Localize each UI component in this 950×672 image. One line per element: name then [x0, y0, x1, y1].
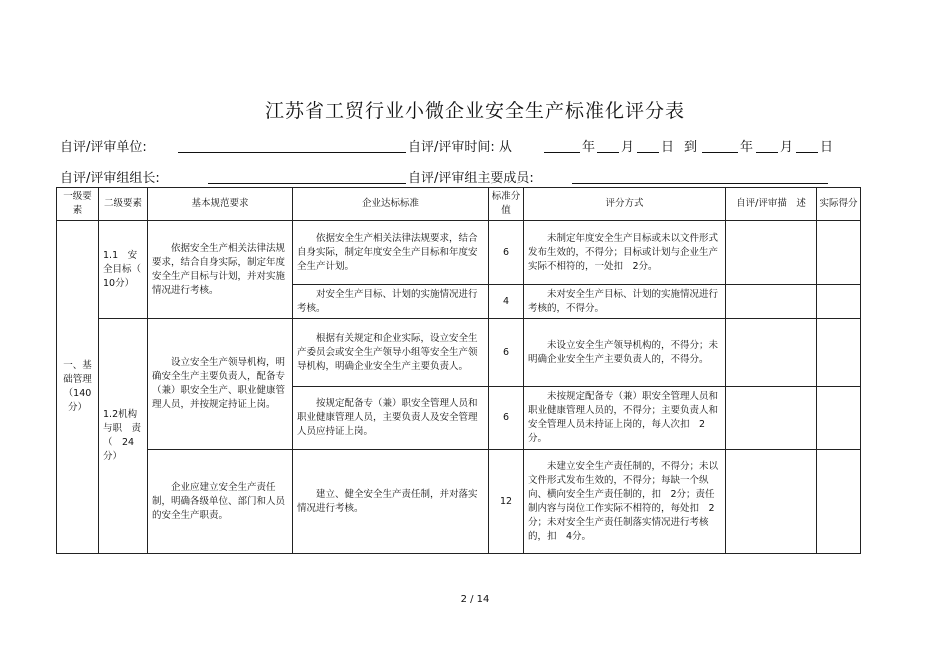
- standard-cell: 建立、健全安全生产责任制，并对落实情况进行考核。: [293, 450, 489, 554]
- score-cell: 6: [489, 387, 524, 450]
- standard-cell: 按规定配备专（兼）职安全管理人员和职业健康管理人员，主要负责人及安全管理人员应持证上岗。: [293, 387, 489, 450]
- score-cell: 12: [489, 450, 524, 554]
- basic-requirement-cell: 依据安全生产相关法律法规要求，结合自身实际，制定年度安全生产目标与计划，并对实施情况进行考核。: [148, 221, 293, 319]
- table-row: [57, 221, 861, 285]
- day1-label: 日: [661, 140, 675, 155]
- table-row: [57, 319, 861, 387]
- leader-label: 自评/评审组组长:: [60, 171, 160, 186]
- col-header-method: 评分方式: [524, 188, 726, 221]
- method-cell: 未对安全生产目标、计划的实施情况进行考核的，不得分。: [524, 285, 726, 319]
- month1-label: 月: [621, 140, 635, 155]
- time-label: 自评/评审时间: 从: [408, 140, 512, 155]
- month1-blank[interactable]: [597, 152, 619, 153]
- actual-score-cell[interactable]: [817, 319, 861, 387]
- level2-cell: 1.2机构与职 责（ 24分）: [99, 319, 148, 554]
- year2-blank[interactable]: [702, 152, 738, 153]
- scoring-table: [56, 187, 861, 554]
- day1-blank[interactable]: [637, 152, 659, 153]
- actual-score-cell[interactable]: [817, 285, 861, 319]
- col-header-basic: 基本规范要求: [148, 188, 293, 221]
- page-number: 2 / 14: [460, 594, 490, 605]
- col-header-desc: 自评/评审描 述: [726, 188, 817, 221]
- score-cell: 6: [489, 221, 524, 285]
- method-cell: 未制定年度安全生产目标或未以文件形式发布生效的，不得分；目标或计划与企业生产实际不相符的，一处扣 2分。: [524, 221, 726, 285]
- table-row: [57, 450, 861, 554]
- members-blank[interactable]: [572, 183, 828, 184]
- page-title: 江苏省工贸行业小微企业安全生产标准化评分表: [264, 100, 685, 122]
- col-header-level2: 二级要素: [99, 188, 148, 221]
- leader-blank[interactable]: [208, 183, 406, 184]
- members-label: 自评/评审组主要成员:: [408, 171, 534, 186]
- level2-cell: 1.1 安全目标（ 10分）: [99, 221, 148, 319]
- year1-blank[interactable]: [544, 152, 580, 153]
- desc-cell[interactable]: [726, 221, 817, 285]
- method-cell: 未按规定配备专（兼）职安全管理人员和职业健康管理人员的，不得分；主要负责人和安全管理人员未持证上岗的，每人次扣 2分。: [524, 387, 726, 450]
- col-header-actual: 实际得分: [817, 188, 861, 221]
- basic-requirement-cell: 设立安全生产领导机构，明确安全生产主要负责人，配备专（兼）职安全生产、职业健康管理人员，并按规定持证上岗。: [148, 319, 293, 450]
- standard-cell: 根据有关规定和企业实际，设立安全生产委员会或安全生产领导小组等安全生产领导机构，明确企业安全生产主要负责人。: [293, 319, 489, 387]
- desc-cell[interactable]: [726, 387, 817, 450]
- score-cell: 6: [489, 319, 524, 387]
- col-header-standard: 企业达标标准: [293, 188, 489, 221]
- table-header-row: [57, 188, 861, 221]
- year1-label: 年: [582, 140, 596, 155]
- actual-score-cell[interactable]: [817, 450, 861, 554]
- day2-label: 日: [820, 140, 834, 155]
- col-header-level1: 一级要素: [57, 188, 99, 221]
- standard-cell: 依据安全生产相关法律法规要求，结合自身实际，制定年度安全生产目标和年度安全生产计划。: [293, 221, 489, 285]
- desc-cell[interactable]: [726, 450, 817, 554]
- unit-label: 自评/评审单位:: [60, 140, 147, 155]
- standard-cell: 对安全生产目标、计划的实施情况进行考核。: [293, 285, 489, 319]
- level1-cell: 一、基础管理（140分）: [57, 221, 99, 554]
- month2-label: 月: [780, 140, 794, 155]
- day2-blank[interactable]: [796, 152, 818, 153]
- to-label: 到: [684, 140, 698, 155]
- method-cell: 未设立安全生产领导机构的，不得分；未明确企业安全生产主要负责人的，不得分。: [524, 319, 726, 387]
- score-cell: 4: [489, 285, 524, 319]
- actual-score-cell[interactable]: [817, 221, 861, 285]
- desc-cell[interactable]: [726, 285, 817, 319]
- month2-blank[interactable]: [756, 152, 778, 153]
- basic-requirement-cell: 企业应建立安全生产责任制，明确各级单位、部门和人员的安全生产职责。: [148, 450, 293, 554]
- col-header-score: 标准分值: [489, 188, 524, 221]
- desc-cell[interactable]: [726, 319, 817, 387]
- unit-blank[interactable]: [178, 152, 406, 153]
- method-cell: 未建立安全生产责任制的，不得分；未以文件形式发布生效的，不得分；每缺一个纵向、横向安全生产责任制的，扣 2分；责任制内容与岗位工作实际不相符的，每处扣 2分；未对安全生产责任制落实情况进行考核的，扣 4分。: [524, 450, 726, 554]
- year2-label: 年: [740, 140, 754, 155]
- actual-score-cell[interactable]: [817, 387, 861, 450]
